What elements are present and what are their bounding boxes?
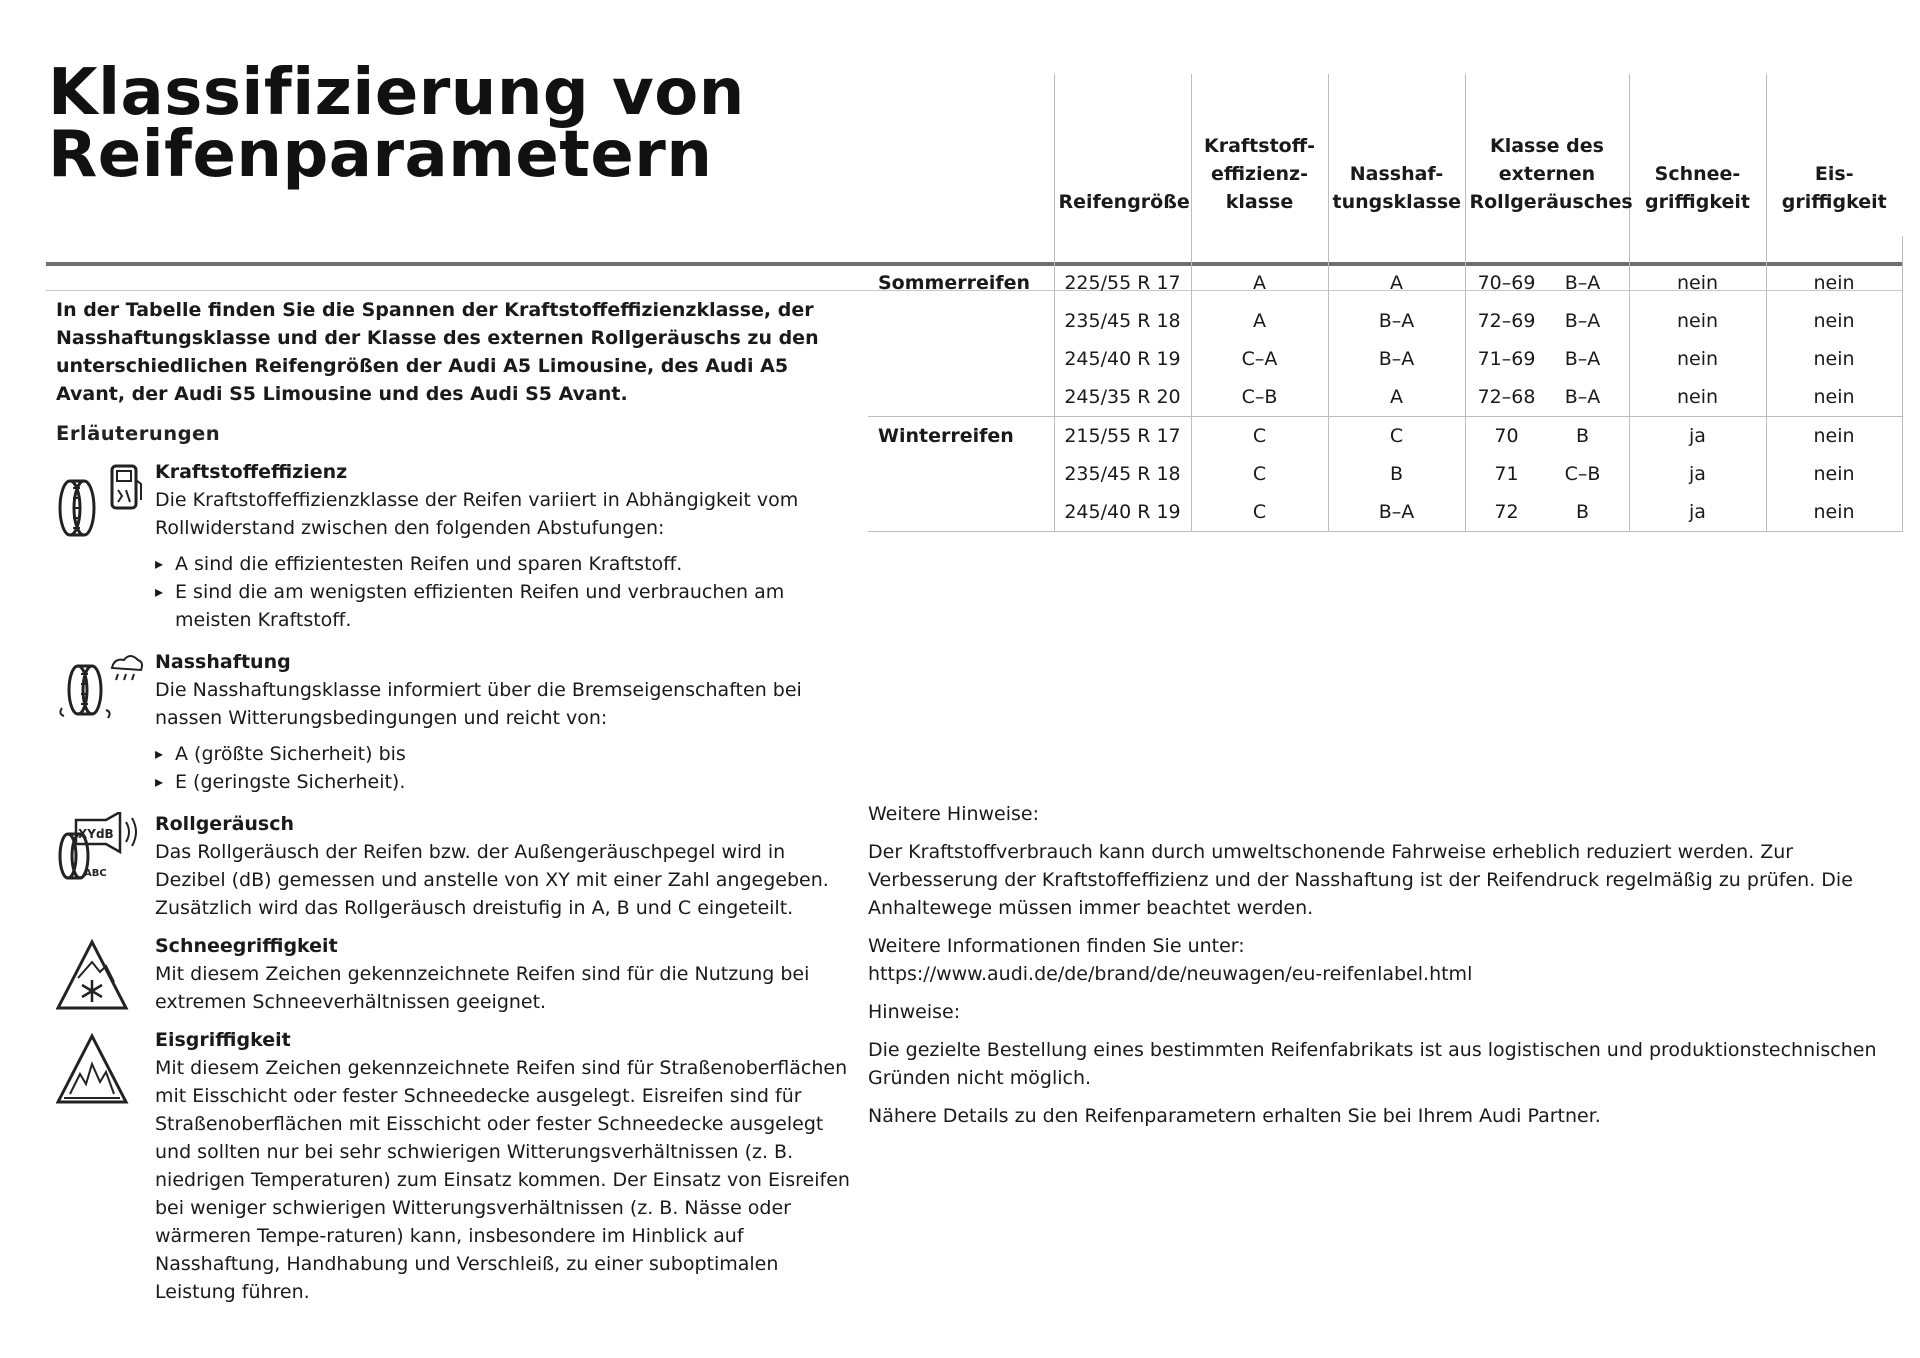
item-fuel-efficiency <box>56 458 856 634</box>
header-label: Kraftstoff- effizienz- klasse <box>1204 135 1315 213</box>
bullet-item: ▸ E (geringste Sicherheit). <box>155 768 856 796</box>
noise-class-value: B–A <box>1564 272 1601 294</box>
header-tire-size <box>1054 74 1191 236</box>
notes-label: Hinweise: <box>868 1001 961 1023</box>
header-label: Eis- griffigkeit <box>1781 163 1887 213</box>
cell-ice-grip: nein <box>1766 378 1902 417</box>
table-row <box>868 302 1902 340</box>
table-row <box>868 378 1902 417</box>
header-label: Reifengröße <box>1058 191 1190 213</box>
cell-tire-size: 235/45 R 18 <box>1054 302 1191 340</box>
group-label <box>868 302 1054 340</box>
header-label: Nasshaf- tungsklasse <box>1332 163 1462 213</box>
snow-grip-icon <box>56 934 144 1012</box>
cell-fuel-class: A <box>1191 302 1328 340</box>
noise-class-value: B–A <box>1564 386 1601 408</box>
fuel-efficiency-icon <box>56 460 144 538</box>
partner-text: Nähere Details zu den Reifenparametern erhalten Sie bei Ihrem Audi Partner. <box>868 1105 1601 1127</box>
header-fuel-class <box>1191 74 1328 236</box>
noise-class-value: B–A <box>1564 310 1601 332</box>
bullet-item: ▸ E sind die am wenigsten effizienten Reifen und verbrauchen am meisten Kraftstoff. <box>155 578 856 634</box>
cell-ice-grip: nein <box>1766 455 1902 493</box>
bullet-list <box>155 550 856 634</box>
noise-db-value: 72 <box>1494 501 1519 523</box>
group-label <box>868 455 1054 493</box>
cell-wet-class: B–A <box>1328 493 1465 532</box>
header-wet-class <box>1328 74 1465 236</box>
noise-db-value: 70 <box>1494 425 1519 447</box>
item-text: Das Rollgeräusch der Reifen bzw. der Außengeräuschpegel wird in Dezibel (dB) gemessen und anstelle von XY mit einer Zahl angegeben. Zusätzlich wird das Rollgeräusch dreistufig in A, B und C eingeteilt. <box>155 841 829 919</box>
item-text: Die Kraftstoffeffizienzklasse der Reifen variiert in Abhängigkeit vom Rollwiderstand zwischen den folgenden Abstufungen: <box>155 489 799 539</box>
item-text: Die Nasshaftungsklasse informiert über die Bremseigenschaften bei nassen Witterungsbedingungen und reicht von: <box>155 679 802 729</box>
cell-fuel-class: C <box>1191 417 1328 456</box>
explanations-column <box>56 296 856 1306</box>
rolling-noise-icon <box>56 812 144 890</box>
ice-grip-icon <box>56 1028 144 1106</box>
table-spacer-row <box>868 236 1902 264</box>
cell-fuel-class: C–B <box>1191 378 1328 417</box>
page-title <box>48 56 745 192</box>
wet-grip-icon <box>56 650 144 728</box>
bullet-item: ▸ A (größte Sicherheit) bis <box>155 740 856 768</box>
cell-noise <box>1465 264 1629 302</box>
table-row <box>868 264 1902 302</box>
item-text: Mit diesem Zeichen gekennzeichnete Reifen sind für die Nutzung bei extremen Schneeverhältnissen geeignet. <box>155 963 810 1013</box>
cell-tire-size: 235/45 R 18 <box>1054 455 1191 493</box>
noise-db-value: 72–68 <box>1477 386 1536 408</box>
page-title-line1: Klassifizierung von <box>48 56 745 130</box>
info-url-link[interactable]: https://www.audi.de/de/brand/de/neuwagen/eu-reifenlabel.html <box>868 963 1473 985</box>
noise-class-value: B–A <box>1564 348 1601 370</box>
item-title: Schneegriffigkeit <box>155 935 338 957</box>
noise-db-value: 72–69 <box>1477 310 1536 332</box>
item-wet-grip <box>56 648 856 796</box>
section-title: Erläuterungen <box>56 422 221 445</box>
cell-tire-size: 245/40 R 19 <box>1054 493 1191 532</box>
table-row <box>868 493 1902 532</box>
notes-section <box>868 800 1908 1140</box>
header-noise-class <box>1465 74 1633 236</box>
info-label: Weitere Informationen finden Sie unter: <box>868 935 1245 957</box>
noise-db-value: 70–69 <box>1477 272 1536 294</box>
cell-wet-class: C <box>1328 417 1465 456</box>
item-title: Nasshaftung <box>155 651 291 673</box>
header-label: Schnee- griffigkeit <box>1645 163 1750 213</box>
hints-label: Weitere Hinweise: <box>868 803 1040 825</box>
cell-snow-grip: nein <box>1629 264 1766 302</box>
noise-icon-label: XYdB <box>78 827 114 841</box>
noise-db-value: 71–69 <box>1477 348 1536 370</box>
cell-noise <box>1465 302 1629 340</box>
cell-tire-size: 215/55 R 17 <box>1054 417 1191 456</box>
cell-tire-size: 225/55 R 17 <box>1054 264 1191 302</box>
cell-snow-grip: nein <box>1629 378 1766 417</box>
noise-class-value: B <box>1575 501 1590 523</box>
group-label <box>868 340 1054 378</box>
cell-ice-grip: nein <box>1766 493 1902 532</box>
notes-text: Die gezielte Bestellung eines bestimmten Reifenfabrikats ist aus logistischen und produktionstechnischen Gründen nicht möglich. <box>868 1039 1877 1089</box>
header-ice-grip <box>1766 74 1902 236</box>
noise-icon-sub: ABC <box>84 868 107 879</box>
cell-tire-size: 245/40 R 19 <box>1054 340 1191 378</box>
item-ice-grip <box>56 1026 856 1306</box>
cell-noise <box>1465 493 1629 532</box>
cell-noise <box>1465 455 1629 493</box>
page-title-line2: Reifenparametern <box>48 118 713 192</box>
header-label: Klasse des externen Rollgeräusches <box>1469 135 1633 213</box>
noise-class-value: C–B <box>1564 463 1601 485</box>
group-label <box>868 493 1054 532</box>
noise-class-value: B <box>1575 425 1590 447</box>
cell-wet-class: B–A <box>1328 340 1465 378</box>
cell-fuel-class: C <box>1191 493 1328 532</box>
bullet-item: ▸ A sind die effizientesten Reifen und sparen Kraftstoff. <box>155 550 856 578</box>
cell-wet-class: B <box>1328 455 1465 493</box>
cell-noise <box>1465 340 1629 378</box>
bullet-list <box>155 740 856 796</box>
cell-fuel-class: C–A <box>1191 340 1328 378</box>
cell-wet-class: B–A <box>1328 302 1465 340</box>
group-label <box>868 378 1054 417</box>
cell-tire-size: 245/35 R 20 <box>1054 378 1191 417</box>
item-snow-grip <box>56 932 856 1016</box>
cell-ice-grip: nein <box>1766 264 1902 302</box>
table-body <box>868 264 1902 532</box>
cell-noise <box>1465 378 1629 417</box>
item-text: Mit diesem Zeichen gekennzeichnete Reifen sind für Straßenoberflächen mit Eisschicht oder fester Schneedecke ausgelegt. Eisreifen sind für Straßenoberflächen mit Eisschicht oder fester Schneedecke ausgelegt und sollten nur bei sehr schwierigen Witterungsverhältnissen (z. B. niedrigen Temperaturen) zum Einsatz kommen. Der Einsatz von Eisreifen bei weniger schwierigen Witterungsverhältnissen (z. B. Nässe oder wärmeren Tempe-raturen) kann, insbesondere im Hinblick auf Nasshaftung, Handhabung und Verschleiß, zu einer suboptimalen Leistung führen. <box>155 1057 850 1303</box>
table-header-row <box>868 74 1902 236</box>
cell-noise <box>1465 417 1629 456</box>
item-rolling-noise <box>56 810 856 922</box>
cell-ice-grip: nein <box>1766 302 1902 340</box>
tire-table <box>868 74 1903 532</box>
cell-snow-grip: nein <box>1629 302 1766 340</box>
table-row <box>868 340 1902 378</box>
group-label: Sommerreifen <box>878 272 1031 294</box>
cell-wet-class: A <box>1328 264 1465 302</box>
cell-snow-grip: ja <box>1629 493 1766 532</box>
cell-snow-grip: ja <box>1629 455 1766 493</box>
cell-ice-grip: nein <box>1766 340 1902 378</box>
cell-snow-grip: ja <box>1629 417 1766 456</box>
noise-db-value: 71 <box>1494 463 1519 485</box>
item-title: Rollgeräusch <box>155 813 295 835</box>
item-title: Kraftstoffeffizienz <box>155 461 348 483</box>
cell-fuel-class: A <box>1191 264 1328 302</box>
table-row <box>868 417 1902 456</box>
header-snow-grip <box>1629 74 1766 236</box>
header-empty <box>868 74 1054 236</box>
cell-ice-grip: nein <box>1766 417 1902 456</box>
cell-snow-grip: nein <box>1629 340 1766 378</box>
cell-fuel-class: C <box>1191 455 1328 493</box>
cell-wet-class: A <box>1328 378 1465 417</box>
hints-text: Der Kraftstoffverbrauch kann durch umweltschonende Fahrweise erheblich reduziert werden. Zur Verbesserung der Kraftstoffeffizienz und der Nasshaftung ist der Reifendruck regelmäßig zu prüfen. Die Anhaltewege müssen immer beachtet werden. <box>868 841 1853 919</box>
intro-text: In der Tabelle finden Sie die Spannen der Kraftstoffeffizienzklasse, der Nasshaftungsklasse und der Klasse des externen Rollgeräuschs zu den unterschiedlichen Reifengrößen der Audi A5 Limousine, des Audi A5 Avant, der Audi S5 Limousine und des Audi S5 Avant. <box>56 299 819 405</box>
group-label: Winterreifen <box>868 417 1054 456</box>
table-row <box>868 455 1902 493</box>
item-title: Eisgriffigkeit <box>155 1029 291 1051</box>
